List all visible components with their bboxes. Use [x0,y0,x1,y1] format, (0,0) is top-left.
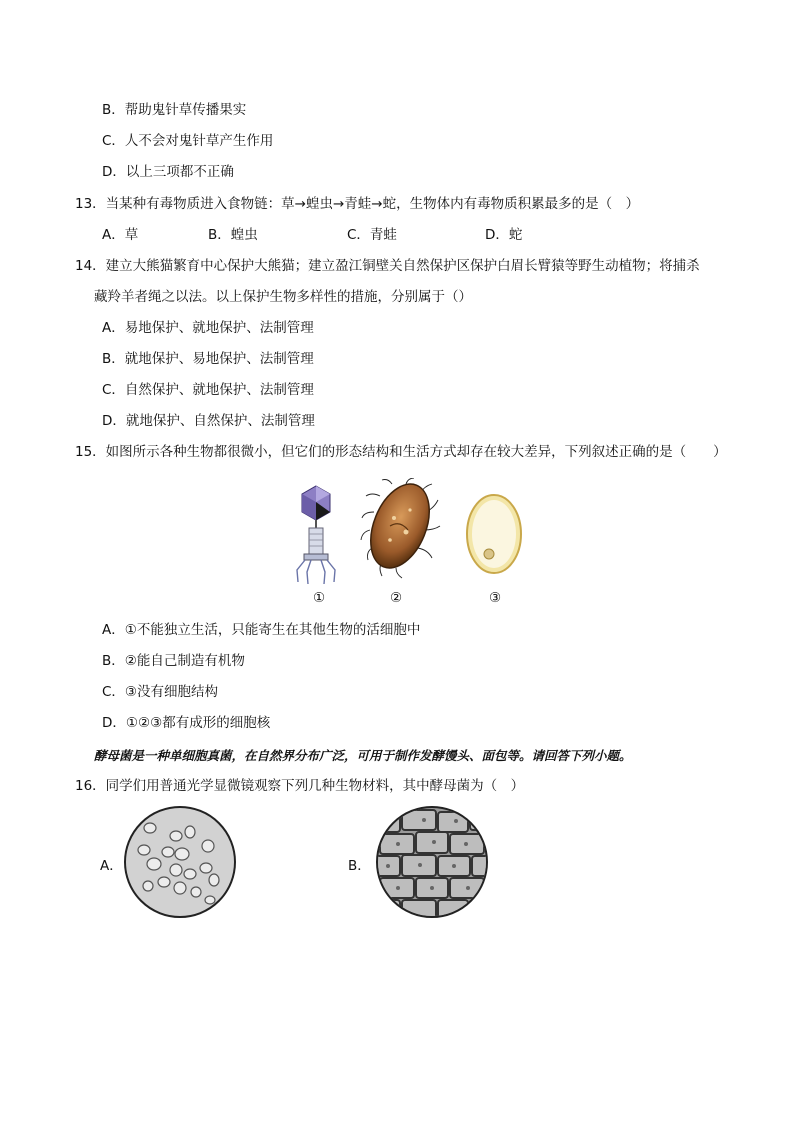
question-13-stem: 13．当某种有毒物质进入食物链：草→蝗虫→青蛙→蛇，生物体内有毒物质积累最多的是（ ） [75,196,640,212]
figure-label-3: ③ [489,590,502,606]
q12-option-d: D．以上三项都不正确 [102,164,234,180]
q16-option-b-label: B． [348,858,371,874]
q15-option-c: C．③没有细胞结构 [102,684,219,700]
q14-option-d: D．就地保护、自然保护、法制管理 [102,413,315,429]
q16-option-a-label: A． [100,858,123,874]
onion-epidermis-micrograph [376,806,488,918]
question-14-stem-line2: 藏羚羊者绳之以法。以上保护生物多样性的措施，分别属于（） [94,289,472,305]
yeast-intro-text: 酵母菌是一种单细胞真菌，在自然界分布广泛，可用于制作发酵馒头、面包等。请回答下列小题。 [94,748,632,763]
figure-label-2: ② [390,590,403,606]
yeast-cell-figure [464,492,524,576]
q12-option-b: B．帮助鬼针草传播果实 [102,102,247,118]
bacteriophage-figure [292,482,340,588]
q13-option-a: A．草 [102,227,139,243]
q15-option-d: D．①②③都有成形的细胞核 [102,715,271,731]
question-16-stem: 16．同学们用普通光学显微镜观察下列几种生物材料，其中酵母菌为（ ） [75,778,525,794]
question-13-options [102,225,702,245]
q14-option-c: C．自然保护、就地保护、法制管理 [102,382,314,398]
q13-option-b: B．蝗虫 [208,227,258,243]
q14-option-b: B．就地保护、易地保护、法制管理 [102,351,314,367]
question-14-stem-line1: 14．建立大熊猫繁育中心保护大熊猫；建立盈江铜壁关自然保护区保护白眉长臂猿等野生动植物；将捕杀 [75,258,700,274]
figure-label-1: ① [313,590,326,606]
q12-option-c: C．人不会对鬼针草产生作用 [102,133,274,149]
q13-option-d: D．蛇 [485,227,523,243]
q14-option-a: A．易地保护、就地保护、法制管理 [102,320,314,336]
bacterium-figure [360,478,444,580]
q15-option-a: A．①不能独立生活，只能寄生在其他生物的活细胞中 [102,622,421,638]
q13-option-c: C．青蛙 [347,227,397,243]
q15-option-b: B．②能自己制造有机物 [102,653,245,669]
yeast-micrograph [124,806,236,918]
question-15-stem: 15．如图所示各种生物都很微小，但它们的形态结构和生活方式却存在较大差异，下列叙述正确的是（ ） [75,444,727,460]
